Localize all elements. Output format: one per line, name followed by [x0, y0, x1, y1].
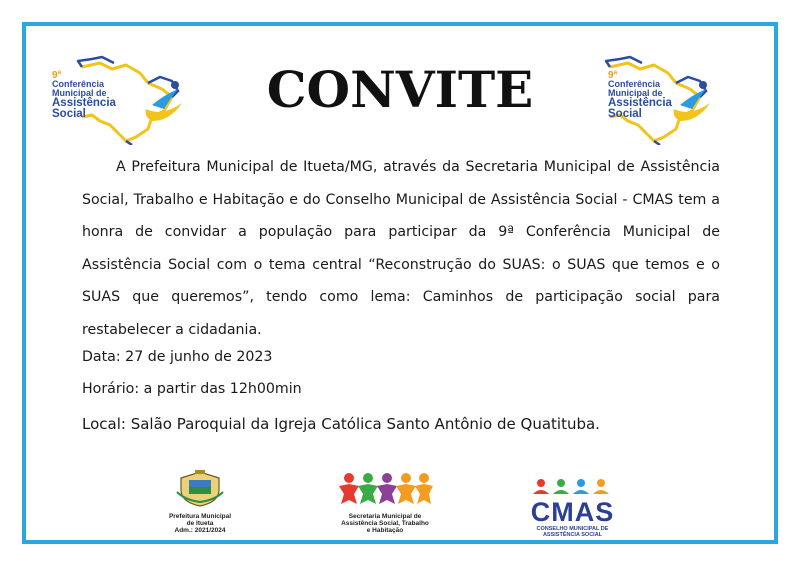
secretaria-logo [325, 470, 445, 534]
conference-logo-line4: Social [608, 108, 642, 120]
conference-logo-line1: Conferência [608, 79, 661, 89]
cmas-subtitle-line1: CONSELHO MUNICIPAL DE [536, 526, 609, 532]
secretaria-name-line3: e Habitação [366, 527, 404, 534]
people-row-icon [523, 478, 623, 494]
people-figures-icon [335, 470, 435, 508]
conference-number: 9ª [608, 70, 618, 81]
event-time: Horário: a partir das 12h00min [82, 381, 302, 397]
conference-logo-line2: Municipal de [52, 88, 107, 98]
invitation-paragraph: A Prefeitura Municipal de Itueta/MG, através da Secretaria Municipal de Assistência Social, Trabalho e Habitação e do Conselho Municipal de Assistência Social - CMAS tem a honra de convidar a população para participar da 9ª Conferência Municipal de Assistência Social com o tema central “Reconstrução do SUAS: o SUAS que temos e o SUAS que queremos”, tendo como lema: Caminhos de participação social para restabelecer a cidadania. [82, 159, 720, 338]
secretaria-name-line1: Secretaria Municipal de [348, 513, 422, 520]
page-title [0, 60, 800, 119]
prefeitura-name-line2: de Itueta [186, 520, 214, 527]
secretaria-name-line2: Assistência Social, Trabalho [341, 520, 429, 527]
conference-logo-line3: Assistência [52, 97, 116, 109]
event-date: Data: 27 de junho de 2023 [82, 349, 273, 365]
cmas-wordmark: CMAS [530, 497, 615, 527]
cmas-logo [515, 478, 630, 538]
prefeitura-name-line1: Prefeitura Municipal [168, 513, 232, 520]
conference-logo-line4: Social [52, 108, 86, 120]
event-location: Local: Salão Paroquial da Igreja Católica Santo Antônio de Quatituba. [82, 415, 600, 433]
conference-logo-line3: Assistência [608, 97, 672, 109]
conference-number: 9ª [52, 70, 62, 81]
municipal-coat-of-arms-icon [175, 470, 225, 508]
prefeitura-logo [155, 470, 245, 534]
prefeitura-admin-period: Adm.: 2021/2024 [174, 527, 226, 534]
conference-logo-line2: Municipal de [608, 88, 663, 98]
title-text: CONVITE [266, 60, 534, 119]
conference-logo-line1: Conferência [52, 79, 105, 89]
cmas-subtitle-line2: ASSISTÊNCIA SOCIAL [542, 532, 603, 538]
